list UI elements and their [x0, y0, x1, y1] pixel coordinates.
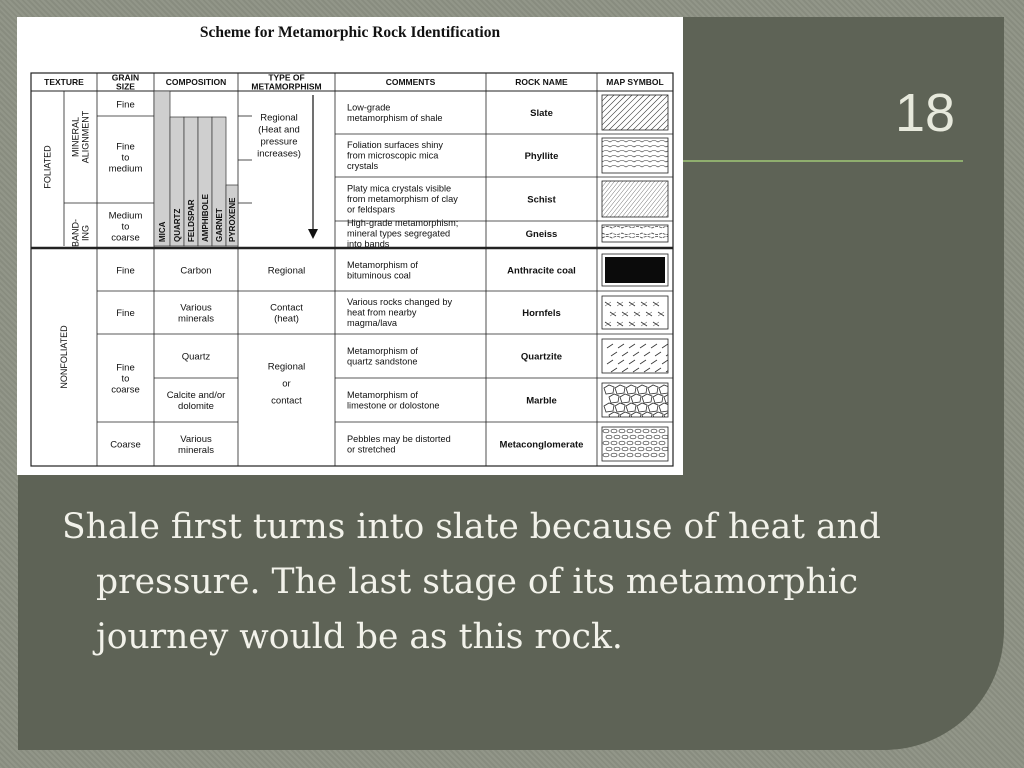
pattern-grain: [648, 385, 658, 394]
texture-banding: BAND-ING: [70, 218, 91, 248]
slide-body-text: Shale first turns into slate because of heat and pressure. The last stage of its metamorphic journey would be as this rock.: [62, 507, 881, 657]
map-symbol-hornfels: [602, 296, 668, 329]
symbol-pattern: [607, 344, 672, 372]
pattern-line: [633, 368, 639, 372]
pattern-pebble: [619, 441, 625, 445]
composition-text: Various minerals: [178, 302, 214, 325]
symbol-pattern: [604, 385, 674, 421]
comment-text: Low-grade metamorphism of shale: [347, 102, 443, 123]
pattern-pebble: [603, 429, 609, 433]
pattern-pebble: [654, 435, 660, 439]
pattern-pebble: [630, 435, 636, 439]
symbol-pattern: [605, 257, 665, 283]
grain-size: Coarse: [110, 439, 141, 451]
pattern-pebble: [643, 429, 649, 433]
grain-size: Fine: [116, 307, 135, 319]
rock-name: Marble: [526, 395, 557, 407]
metamorphism-type: Contact (heat): [270, 302, 303, 325]
pattern-line: [611, 368, 617, 372]
comment-text: Platy mica crystals visible from metamorphism of clay or feldspars: [347, 183, 458, 215]
composition-text: Various minerals: [178, 433, 214, 456]
comment-text: Metamorphism of quartz sandstone: [347, 345, 418, 367]
pattern-wave: [602, 156, 674, 158]
pattern-pebble: [627, 453, 633, 457]
pattern-grain: [626, 403, 636, 412]
pattern-pebble: [638, 447, 644, 451]
rock-name: Anthracite coal: [507, 265, 576, 277]
map-symbol-marble: [602, 383, 674, 421]
comment-text: Various rocks changed by heat from nearby magma/lava: [347, 297, 453, 329]
rock-name: Quartzite: [520, 351, 563, 363]
pattern-pebble: [611, 441, 617, 445]
pattern-pebble: [651, 441, 657, 445]
title-rule: [683, 160, 963, 162]
pattern-pebble: [651, 453, 657, 457]
pattern-grain: [642, 412, 652, 421]
metamorphism-regional-label: Regional (Heat and pressure increases): [257, 112, 301, 160]
symbol-pattern: [603, 429, 668, 457]
pattern-line: [633, 352, 639, 356]
pattern-grain: [615, 403, 625, 412]
map-symbol-slate: [567, 95, 683, 130]
pattern-grain: [648, 403, 658, 412]
pattern-line: [618, 344, 624, 348]
pattern-pebble: [646, 447, 652, 451]
pattern-pebble: [622, 447, 628, 451]
symbol-frame: [602, 138, 668, 173]
header-grain-size: GRAIN SIZE: [111, 72, 140, 92]
rock-name: Hornfels: [522, 307, 561, 319]
pattern-line: [655, 352, 661, 356]
pattern-pebble: [619, 429, 625, 433]
pattern-line: [651, 360, 657, 364]
mineral-label: AMPHIBOLE: [200, 194, 210, 242]
texture-nonfoliated: NONFOLIATED: [59, 325, 70, 389]
symbol-frame: [602, 95, 668, 130]
pattern-grain: [604, 403, 614, 412]
grain-size: Fine to coarse: [111, 362, 140, 396]
map-symbol-phyllite: [602, 138, 674, 173]
pattern-grain: [609, 394, 619, 403]
pattern-line: [607, 344, 613, 348]
pattern-line: [629, 344, 635, 348]
pattern-line: [574, 181, 603, 217]
pattern-pebble: [651, 429, 657, 433]
pattern-pebble: [659, 441, 665, 445]
pattern-grain: [609, 412, 619, 421]
composition-text: Carbon: [180, 265, 212, 277]
pattern-pebble: [627, 441, 633, 445]
pattern-line: [566, 181, 595, 217]
pattern-pebble: [606, 447, 612, 451]
composition-text: Calcite and/or dolomite: [166, 389, 226, 412]
rock-name: Gneiss: [525, 228, 558, 240]
mineral-label: FELDSPAR: [186, 199, 196, 242]
header-map-symbol: MAP SYMBOL: [606, 76, 664, 87]
pattern-pebble: [606, 435, 612, 439]
pattern-pebble: [635, 441, 641, 445]
pattern-band: [602, 243, 672, 245]
pattern-grain: [631, 394, 641, 403]
pattern-grain: [604, 385, 614, 394]
composition-text: Quartz: [181, 351, 211, 363]
pattern-band: [602, 227, 672, 229]
header-type-of-metamorphism: TYPE OF METAMORPHISM: [251, 72, 322, 92]
pattern-line: [651, 95, 683, 130]
pattern-line: [622, 368, 628, 372]
header-rock-name: ROCK NAME: [515, 76, 568, 87]
grain-size: Medium to coarse: [108, 210, 143, 244]
rock-identification-figure: [17, 17, 683, 475]
comment-text: Pebbles may be distorted or stretched: [347, 433, 451, 455]
pattern-pebble: [635, 429, 641, 433]
pattern-pebble: [614, 435, 620, 439]
texture-foliated: FOLIATED: [42, 145, 53, 189]
pattern-grain: [653, 412, 663, 421]
pattern-pebble: [643, 441, 649, 445]
pattern-grain: [620, 412, 630, 421]
pattern-wave: [602, 166, 674, 168]
header-texture: TEXTURE: [44, 76, 84, 87]
comment-text: Metamorphism of bituminous coal: [347, 259, 418, 281]
pattern-pebble: [622, 435, 628, 439]
grain-size: Fine: [116, 99, 135, 111]
pattern-pebble: [627, 429, 633, 433]
mineral-label: GARNET: [214, 208, 224, 242]
pattern-line: [629, 360, 635, 364]
pattern-grain: [620, 394, 630, 403]
pattern-pebble: [611, 429, 617, 433]
header-composition: COMPOSITION: [165, 76, 227, 87]
pattern-line: [622, 352, 628, 356]
pattern-line: [666, 368, 672, 372]
map-symbol-quartzite: [602, 339, 672, 373]
pattern-band: [602, 237, 672, 239]
pattern-grain: [637, 385, 647, 394]
pattern-line: [662, 344, 668, 348]
pattern-pebble: [646, 435, 652, 439]
pattern-line: [640, 360, 646, 364]
pattern-pebble: [643, 453, 649, 457]
pattern-line: [666, 181, 683, 217]
pattern-line: [662, 360, 668, 364]
pattern-pebble: [659, 453, 665, 457]
comment-text: Metamorphism of limestone or dolostone: [347, 389, 440, 411]
header-comments: COMMENTS: [385, 76, 436, 87]
pattern-grain: [631, 412, 641, 421]
pattern-grain: [615, 385, 625, 394]
symbol-pattern: [566, 181, 683, 217]
mineral-label: PYROXENE: [227, 197, 237, 242]
map-symbol-gneiss: [602, 225, 672, 258]
symbol-pattern: [567, 95, 683, 130]
pattern-grain: [626, 385, 636, 394]
pattern-wave: [602, 151, 674, 153]
comment-text: Foliation surfaces shiny from microscopic mica crystals: [347, 140, 444, 172]
map-symbol-metaconglomerate: [602, 427, 668, 461]
pattern-pebble: [654, 447, 660, 451]
slide-number: 18: [895, 83, 956, 143]
pattern-pebble: [603, 441, 609, 445]
rock-name: Metaconglomerate: [499, 439, 584, 451]
pattern-line: [640, 344, 646, 348]
pattern-pebble: [611, 453, 617, 457]
pattern-pebble: [614, 447, 620, 451]
grain-size: Fine: [116, 265, 135, 277]
pattern-line: [570, 181, 599, 217]
pattern-pebble: [662, 447, 668, 451]
rock-name: Phyllite: [524, 150, 559, 162]
pattern-pebble: [619, 453, 625, 457]
pattern-wave: [602, 146, 674, 148]
comment-text: High-grade metamorphism; mineral types segregated into bands: [347, 218, 459, 250]
pattern-grain: [653, 394, 663, 403]
rock-name: Slate: [530, 107, 553, 119]
pattern-pebble: [659, 429, 665, 433]
pattern-line: [644, 352, 650, 356]
pattern-pebble: [638, 435, 644, 439]
map-symbol-anthracite: [602, 254, 668, 286]
pattern-pebble: [635, 453, 641, 457]
mineral-label: QUARTZ: [172, 208, 182, 242]
pressure-arrowhead: [308, 229, 318, 239]
figure-title: Scheme for Metamorphic Rock Identification: [199, 24, 501, 41]
grain-size: Fine to medium: [108, 141, 143, 175]
pattern-wave: [602, 161, 674, 163]
pattern-grain: [659, 385, 669, 394]
texture-mineral-alignment: MINERALALIGNMENT: [70, 110, 91, 164]
symbol-pattern: [605, 302, 664, 326]
pattern-line: [657, 95, 683, 130]
pattern-grain: [642, 394, 652, 403]
pattern-pebble: [662, 435, 668, 439]
metamorphism-type: Regional or contact: [267, 361, 306, 407]
mineral-label: MICA: [157, 221, 167, 242]
pattern-pebble: [603, 453, 609, 457]
rock-name: Schist: [527, 194, 556, 206]
pattern-pebble: [630, 447, 636, 451]
pattern-line: [666, 352, 672, 356]
pattern-band: [602, 233, 672, 235]
pattern-line: [611, 352, 617, 356]
pattern-line: [607, 360, 613, 364]
pattern-line: [655, 368, 661, 372]
pattern-wave: [602, 141, 674, 143]
pattern-line: [644, 368, 650, 372]
symbol-pattern: [602, 141, 674, 168]
metamorphism-type: Regional: [267, 265, 306, 277]
pattern-line: [618, 360, 624, 364]
pattern-grain: [637, 403, 647, 412]
pattern-fill: [605, 257, 665, 283]
pattern-line: [651, 344, 657, 348]
rock-identification-table: [17, 17, 683, 475]
pattern-line: [658, 181, 683, 217]
map-symbol-schist: [566, 181, 683, 217]
pattern-grain: [659, 403, 669, 412]
